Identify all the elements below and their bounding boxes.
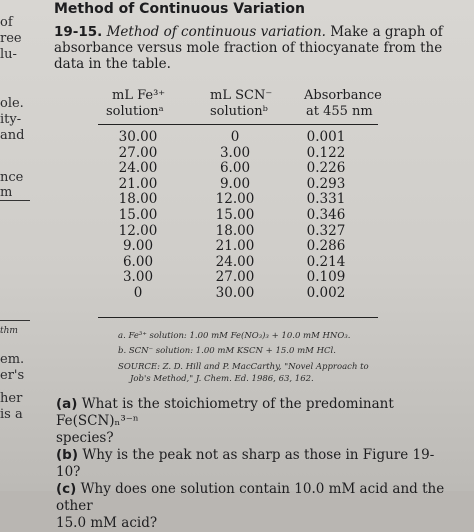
table-cell: 0.293 [306,175,346,192]
margin-fragment: nce [0,170,24,185]
table-cell: 30.00 [215,285,255,301]
margin-fragment: is a [0,407,23,422]
margin-fragment: and [0,128,25,143]
table-cell: 12.00 [215,191,255,208]
question-c-continuation: 15.0 mM acid? [56,515,158,531]
margin-fragment: her [0,391,23,406]
margin-fragment: em. [0,352,25,367]
questions-list [56,396,456,532]
col3-header-line2: at 455 nm [306,104,373,119]
question-b [56,447,456,481]
question-c [56,481,456,515]
table-cell: 0 [133,285,143,301]
table-cell: 6.00 [122,253,154,270]
margin-fragment: of [0,15,13,30]
footnote-source-line2: Job's Method," J. Chem. Ed. 1986, 63, 162. [130,374,314,384]
question-a [56,396,456,430]
table-cell: 0.002 [306,285,346,301]
table-cell: 0.109 [306,269,346,286]
table-cell: 9.00 [219,175,251,192]
col1-header-line2: solutionᵃ [106,104,164,119]
table-cell: 0 [230,129,240,145]
col2-header-line2: solutionᵇ [210,104,268,119]
table-cell: 15.00 [215,207,255,223]
table-cell: 0.226 [306,160,346,177]
table-cell: 0.346 [306,207,346,223]
question-text: Why does one solution contain 10.0 mM acid and the other [56,481,445,514]
question-a-continuation: species? [56,430,114,446]
table-cell: 3.00 [122,269,154,286]
question-label: (b) [56,447,79,463]
table-cell: 18.00 [118,191,158,208]
table-cell: 21.00 [215,238,255,255]
table-cell: 3.00 [219,144,251,161]
table-cell: 0.001 [306,129,346,145]
section-header: Method of Continuous Variation [54,1,306,17]
table-bottom-rule [98,317,378,318]
table-cell: 0.122 [306,144,346,161]
margin-italic-fragment: thm [0,326,18,336]
table-cell: 0.286 [306,238,346,255]
table-cell: 21.00 [118,175,158,192]
problem-text: Make a graph of absorbance versus mole fraction of thiocyanate from the data in the table. [54,24,443,72]
table-cell: 0.327 [306,222,346,239]
question-text: Why is the peak not as sharp as those in Figure 19-10? [56,447,435,480]
footnote-a: a. Fe³⁺ solution: 1.00 mM Fe(NO₃)₃ + 10.0 mM HNO₃. [118,331,351,341]
question-text: What is the stoichiometry of the predominant Fe(SCN)ₙ³⁻ⁿ [56,396,394,429]
table-cell: 24.00 [118,160,158,177]
footnote-b: b. SCN⁻ solution: 1.00 mM KSCN + 15.0 mM HCl. [118,346,336,356]
question-label: (c) [56,481,77,497]
table-cell: 15.00 [118,207,158,223]
margin-fragment: lu- [0,47,17,62]
margin-fragment: ity- [0,112,22,127]
problem-statement [54,24,454,72]
margin-fragment: ole. [0,96,24,111]
margin-fragment: er's [0,368,25,383]
table-cell: 6.00 [219,160,251,177]
question-label: (a) [56,396,78,412]
col2-header-line1: mL SCN⁻ [210,88,273,103]
margin-rule [0,320,30,321]
margin-fragment: ree [0,31,22,46]
table-cell: 27.00 [118,144,158,161]
col1-header-line1: mL Fe³⁺ [112,88,166,103]
table-cell: 12.00 [118,222,158,239]
problem-title: Method of continuous variation. [106,24,326,40]
table-cell: 0.331 [306,191,346,208]
col3-header-line1: Absorbance [304,88,382,103]
table-cell: 27.00 [215,269,255,286]
margin-rule [0,200,30,201]
table-header-rule [98,124,378,125]
problem-number: 19-15. [54,24,103,40]
table-cell: 0.214 [306,253,346,270]
margin-fragment: m [0,185,13,200]
table-cell: 18.00 [215,222,255,239]
table-cell: 30.00 [118,129,158,145]
footnote-source-line1: SOURCE: Z. D. Hill and P. MacCarthy, "Novel Approach to [118,362,369,372]
table-cell: 9.00 [122,238,154,255]
table-cell: 24.00 [215,253,255,270]
